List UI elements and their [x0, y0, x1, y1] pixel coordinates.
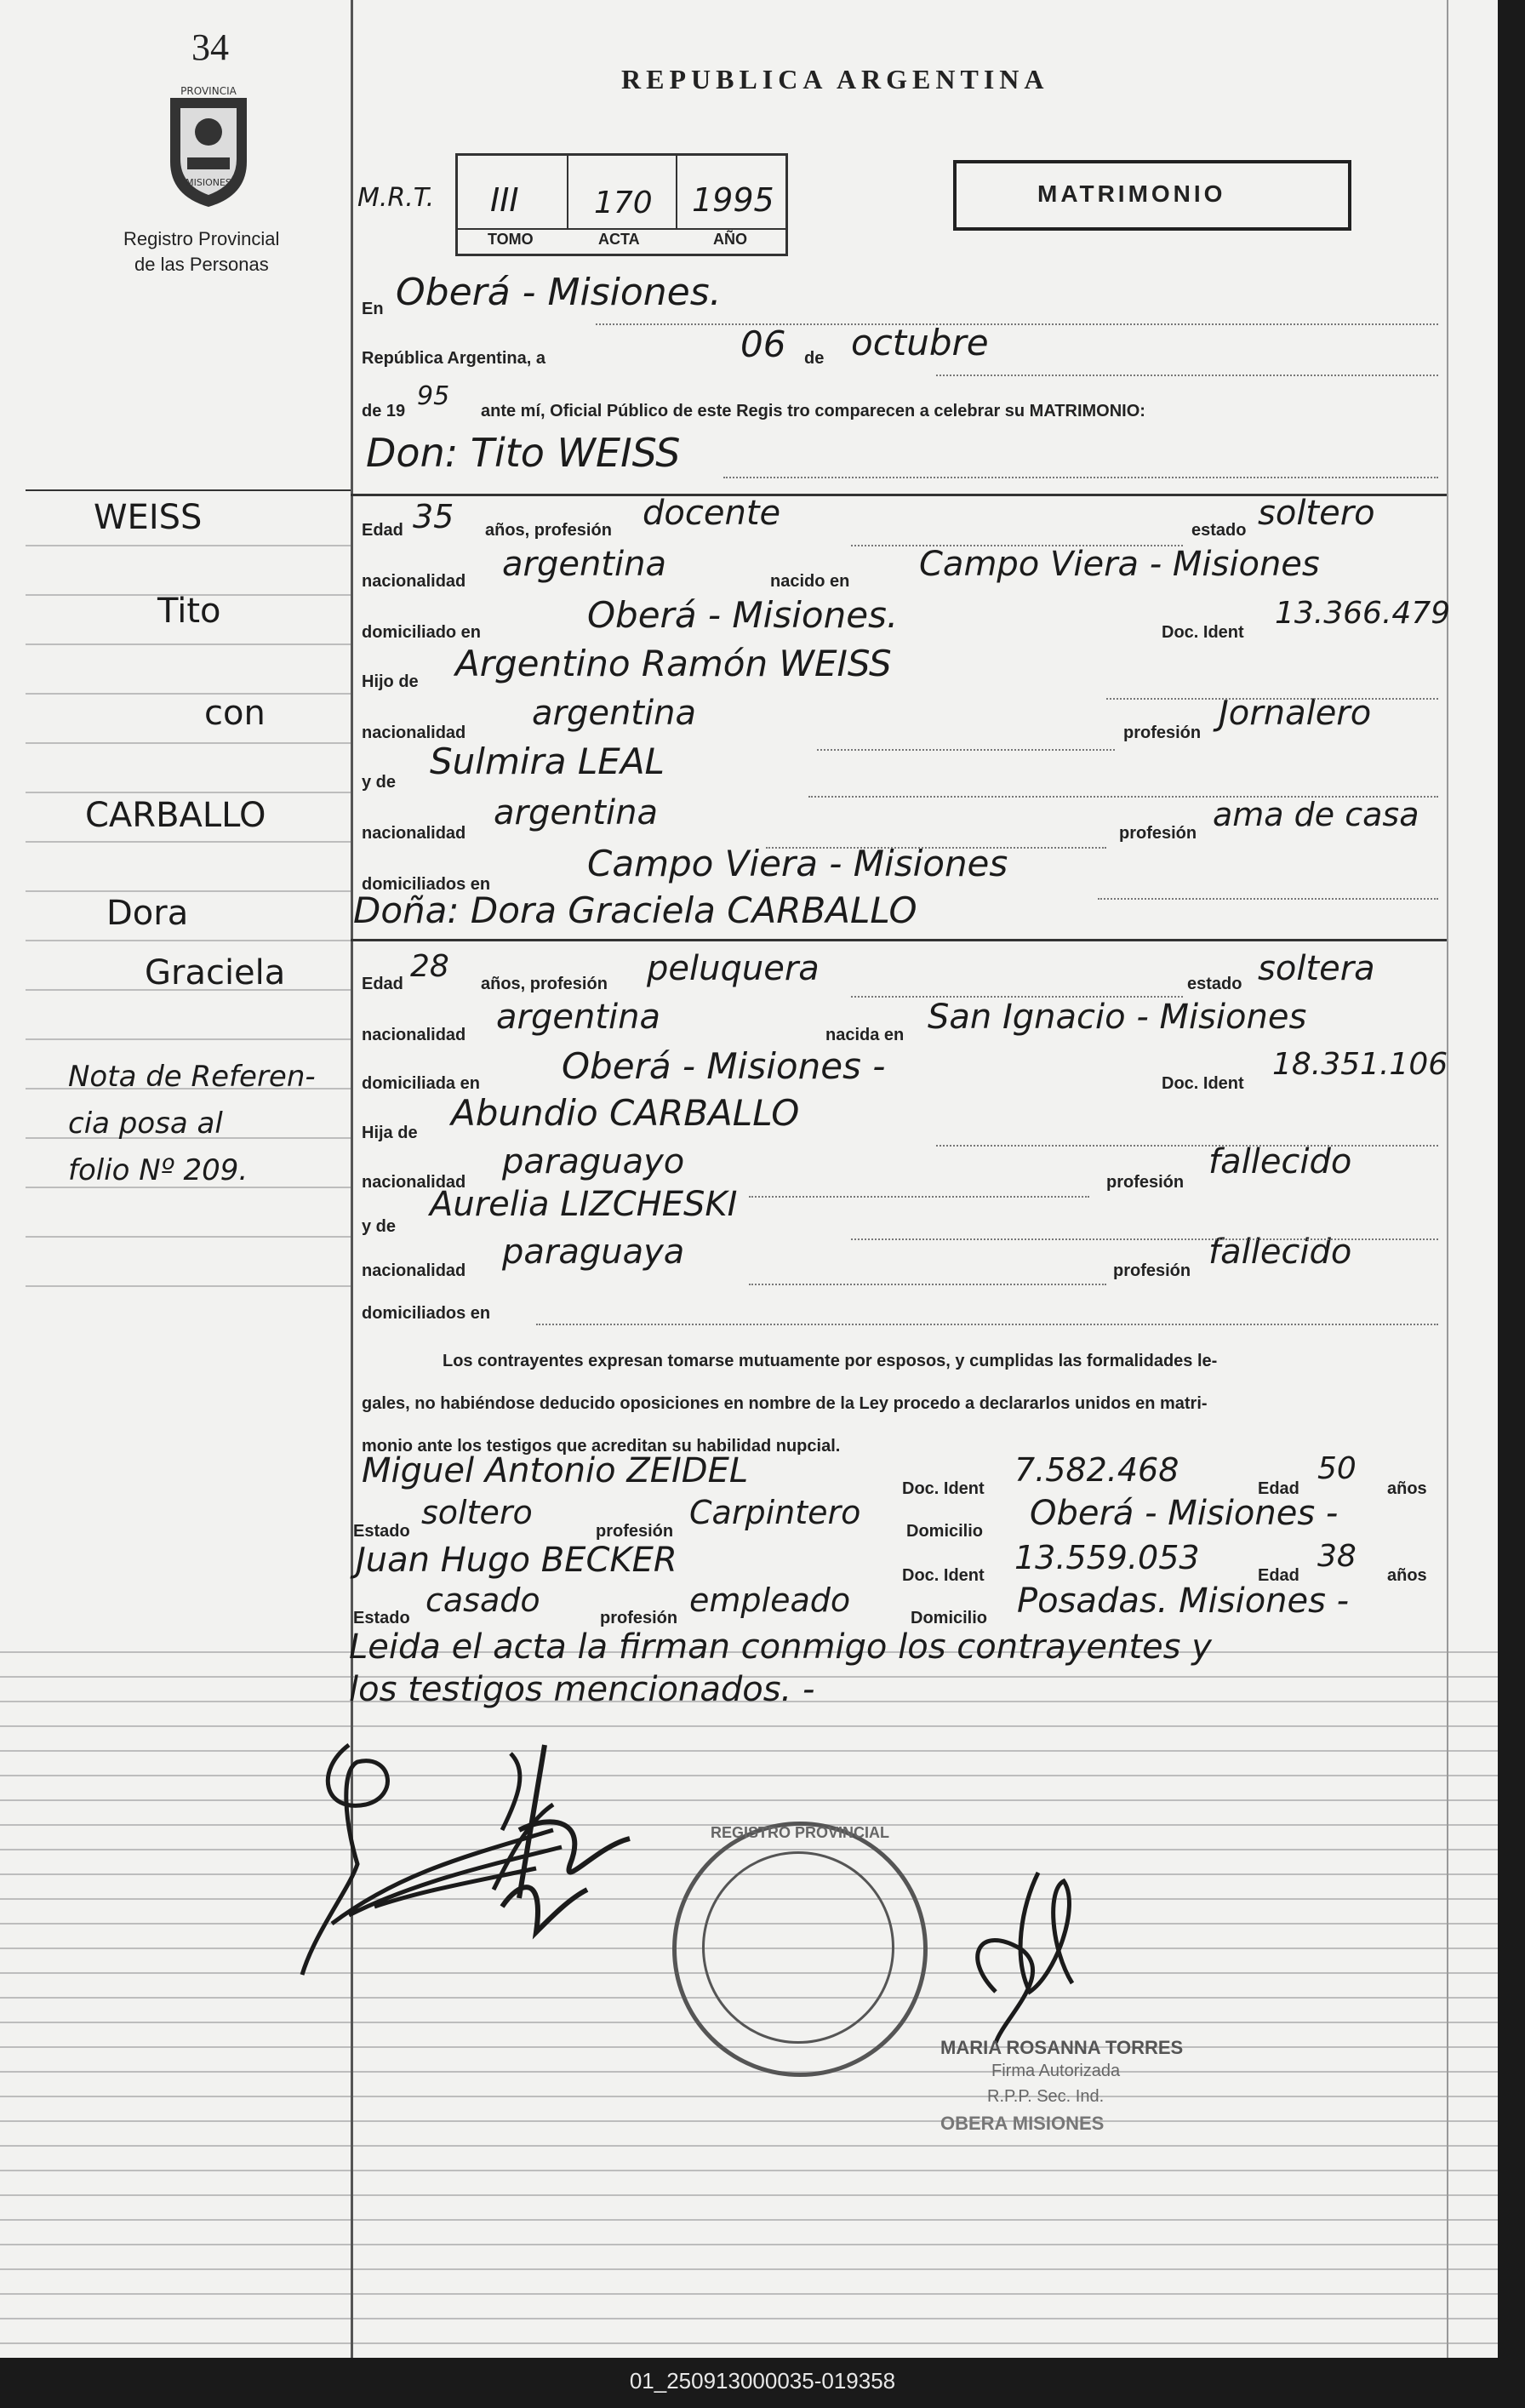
- label-estado-bride: estado: [1187, 975, 1242, 993]
- groom-domicile: Oberá - Misiones.: [587, 594, 899, 636]
- scan-identifier: 01_250913000035-019358: [629, 2368, 896, 2394]
- mrt-acta-label: ACTA: [598, 231, 640, 248]
- bride-doc: 18.351.106: [1272, 1047, 1448, 1082]
- dotted-line: [1098, 898, 1438, 900]
- mrt-tomo-label: TOMO: [488, 231, 534, 248]
- margin-name-groom: Tito: [157, 592, 221, 631]
- official-stamp-name: MARIA ROSANNA TORRES: [940, 2037, 1184, 2058]
- ruled-line: [0, 1750, 1498, 1752]
- witness-1-estado: soltero: [421, 1494, 533, 1531]
- witness-2-name: Juan Hugo BECKER: [356, 1541, 677, 1580]
- wedding-year: 95: [417, 381, 450, 411]
- bride-father-profession: fallecido: [1208, 1142, 1352, 1181]
- bride-nationality: argentina: [496, 998, 660, 1037]
- ruled-line: [0, 1799, 1498, 1801]
- bride-profession: peluquera: [647, 949, 820, 988]
- doc-type-box: [953, 160, 1351, 231]
- ruled-line: [26, 841, 351, 843]
- witness-1-domicile: Oberá - Misiones -: [1030, 1494, 1339, 1533]
- groom-age: 35: [413, 498, 454, 535]
- label-nacido-en: nacido en: [770, 572, 850, 591]
- label-domiciliada-bride: domiciliada en: [362, 1074, 480, 1093]
- label-prof-groom-father: profesión: [1123, 724, 1202, 742]
- country-title: REPUBLICA ARGENTINA: [621, 64, 1049, 94]
- label-anos-prof-bride: años, profesión: [481, 975, 608, 993]
- label-estado-groom: estado: [1191, 521, 1247, 540]
- margin-name-bride: Dora: [106, 894, 189, 933]
- groom-profession: docente: [643, 494, 781, 533]
- paragraph-line-1: Los contrayentes expresan tomarse mutuamente por esposos, y cumplidas las formalidades le-: [443, 1352, 1218, 1370]
- mrt-acta: 170: [594, 186, 653, 220]
- bride-mother: Aurelia LIZCHESKI: [430, 1185, 738, 1224]
- label-prof-bride-mother: profesión: [1113, 1261, 1191, 1280]
- section-divider-bride: [351, 939, 1447, 941]
- ruled-line: [0, 2194, 1498, 2196]
- closing-line-1: Leida el acta la firman conmigo los contrayentes y: [349, 1627, 1212, 1667]
- label-y-de-groom: y de: [362, 773, 397, 792]
- label-de: de: [804, 349, 825, 368]
- witness-1-age: 50: [1317, 1451, 1357, 1486]
- ruled-line: [0, 2096, 1498, 2097]
- label-anos-prof-groom: años, profesión: [485, 521, 612, 540]
- ruled-line: [0, 2342, 1498, 2344]
- label-edad-witness-1: Edad: [1258, 1479, 1299, 1498]
- dotted-line: [851, 996, 1183, 998]
- official-stamp-title: Firma Autorizada: [991, 2062, 1121, 2080]
- svg-text:MISIONES: MISIONES: [186, 177, 231, 188]
- wedding-day: 06: [740, 323, 786, 365]
- label-anos-witness-2: años: [1387, 1566, 1427, 1585]
- label-doc-bride: Doc. Ident: [1162, 1074, 1244, 1093]
- seal-ring-text: REGISTRO PROVINCIAL: [711, 1824, 890, 1841]
- margin-surname-bride: CARBALLO: [85, 796, 266, 835]
- margin-con: con: [204, 694, 266, 733]
- bride-father-nationality: paraguayo: [502, 1142, 685, 1181]
- mrt-ano-label: AÑO: [713, 231, 747, 248]
- ruled-line: [26, 643, 351, 645]
- mrt-box: [455, 153, 788, 256]
- svg-text:PROVINCIA: PROVINCIA: [180, 85, 237, 97]
- label-domiciliado-groom: domiciliado en: [362, 623, 482, 642]
- label-doc-witness-1: Doc. Ident: [902, 1479, 985, 1498]
- ruled-line: [26, 545, 351, 546]
- mrt-ano: 1995: [692, 181, 774, 219]
- ruled-line: [0, 2219, 1498, 2221]
- margin-line-left: [351, 0, 353, 2358]
- bride-mother-profession: fallecido: [1208, 1233, 1352, 1272]
- label-edad-bride: Edad: [362, 975, 403, 993]
- ruled-line: [0, 2318, 1498, 2319]
- label-estado-witness-1: Estado: [353, 1522, 410, 1541]
- bride-title: Doña: Dora Graciela CARBALLO: [353, 889, 917, 931]
- groom-father: Argentino Ramón WEISS: [455, 643, 892, 684]
- dotted-line: [1106, 698, 1438, 700]
- margin-middle-bride: Graciela: [145, 953, 286, 992]
- witness-1-doc: 7.582.468: [1014, 1451, 1179, 1489]
- ruled-line: [26, 742, 351, 744]
- registry-name-line-1: Registro Provincial: [123, 228, 280, 249]
- label-en: En: [362, 300, 384, 318]
- dotted-line: [936, 1145, 1438, 1147]
- dotted-line: [749, 1284, 1106, 1285]
- dotted-line: [808, 796, 1438, 798]
- label-hijo-de: Hijo de: [362, 672, 419, 691]
- label-prof-witness-2: profesión: [600, 1609, 678, 1627]
- groom-nationality: argentina: [502, 545, 666, 584]
- dotted-line: [851, 545, 1183, 546]
- bride-age: 28: [410, 949, 449, 984]
- groom-mother-nationality: argentina: [494, 793, 658, 832]
- mrt-label: M.R.T.: [357, 183, 435, 213]
- wedding-month: octubre: [851, 322, 989, 363]
- ruled-line: [0, 2120, 1498, 2122]
- ruled-line: [0, 2268, 1498, 2270]
- official-seal: [672, 1822, 928, 2077]
- witness-1-profession: Carpintero: [689, 1494, 861, 1531]
- label-nac-bride-father: nacionalidad: [362, 1173, 466, 1192]
- margin-surname-groom: WEISS: [94, 498, 203, 537]
- bride-estado: soltera: [1258, 949, 1375, 988]
- label-nac-groom-mother: nacionalidad: [362, 824, 466, 843]
- label-prof-witness-1: profesión: [596, 1522, 674, 1541]
- groom-doc: 13.366.479: [1275, 596, 1451, 631]
- ruled-line: [0, 1725, 1498, 1727]
- label-edad-witness-2: Edad: [1258, 1566, 1299, 1585]
- witness-2-domicile: Posadas. Misiones -: [1017, 1582, 1350, 1621]
- label-domicilio-witness-1: Domicilio: [906, 1522, 984, 1541]
- contracting-party-signature-2: [468, 1728, 664, 1953]
- margin-note-3: folio Nº 209.: [68, 1153, 248, 1187]
- label-y-de-bride: y de: [362, 1217, 397, 1236]
- dotted-line: [596, 323, 1438, 325]
- bride-birthplace: San Ignacio - Misiones: [928, 998, 1307, 1037]
- witness-2-profession: empleado: [689, 1582, 851, 1619]
- witness-1-name: Miguel Antonio ZEIDEL: [362, 1451, 749, 1490]
- bride-mother-nationality: paraguaya: [502, 1233, 685, 1272]
- mrt-tomo: III: [490, 181, 519, 219]
- ruled-line: [26, 1236, 351, 1238]
- label-nac-bride: nacionalidad: [362, 1026, 466, 1044]
- label-nacida-en: nacida en: [825, 1026, 905, 1044]
- label-edad-groom: Edad: [362, 521, 403, 540]
- label-doc-witness-2: Doc. Ident: [902, 1566, 985, 1585]
- label-nac-bride-mother: nacionalidad: [362, 1261, 466, 1280]
- dotted-line: [749, 1196, 1089, 1198]
- label-hija-de: Hija de: [362, 1124, 418, 1142]
- officer-signature: [945, 1856, 1132, 2056]
- page-number: 34: [191, 26, 229, 68]
- ruled-line: [26, 940, 351, 941]
- ruled-line: [0, 2170, 1498, 2171]
- groom-father-nationality: argentina: [532, 694, 696, 733]
- ruled-line: [26, 792, 351, 793]
- official-stamp-office: R.P.P. Sec. Ind.: [987, 2087, 1105, 2106]
- bride-father: Abundio CARBALLO: [451, 1092, 800, 1134]
- witness-2-age: 38: [1317, 1539, 1357, 1574]
- intro-statement: ante mí, Oficial Público de este Regis tro comparecen a celebrar su MATRIMONIO:: [481, 402, 1145, 420]
- witness-2-estado: casado: [426, 1582, 540, 1619]
- ruled-line: [0, 2145, 1498, 2147]
- witness-2-doc: 13.559.053: [1014, 1539, 1200, 1576]
- paragraph-line-3: monio ante los testigos que acreditan su habilidad nupcial.: [362, 1437, 841, 1456]
- label-republica: República Argentina, a: [362, 349, 545, 368]
- label-nac-groom: nacionalidad: [362, 572, 466, 591]
- dotted-line: [851, 1238, 1438, 1240]
- label-prof-bride-father: profesión: [1106, 1173, 1185, 1192]
- margin-note-2: cia posa al: [68, 1107, 223, 1141]
- ruled-line: [26, 1038, 351, 1040]
- ruled-line: [26, 1285, 351, 1287]
- ruled-line: [0, 2244, 1498, 2245]
- groom-title: Don: Tito WEISS: [366, 430, 681, 476]
- closing-line-2: los testigos mencionados. -: [349, 1670, 815, 1709]
- groom-mother-profession: ama de casa: [1213, 796, 1419, 833]
- ruled-line: [0, 2293, 1498, 2295]
- paragraph-line-2: gales, no habiéndose deducido oposiciones en nombre de la Ley procedo a declararlos unidos en matri-: [362, 1394, 1208, 1413]
- label-doc-groom: Doc. Ident: [1162, 623, 1244, 642]
- registry-name-line-2: de las Personas: [134, 254, 269, 275]
- label-year-prefix: de 19: [362, 402, 406, 420]
- ruled-line: [26, 693, 351, 695]
- ruled-line: [0, 1775, 1498, 1776]
- groom-father-profession: Jornalero: [1219, 694, 1372, 733]
- ruled-line: [26, 890, 351, 892]
- groom-mother: Sulmira LEAL: [430, 741, 665, 782]
- dotted-line: [723, 477, 1438, 478]
- dotted-line: [536, 1324, 1438, 1325]
- margin-divider: [26, 489, 351, 491]
- official-stamp-city: OBERA MISIONES: [940, 2113, 1105, 2134]
- margin-line-right: [1447, 0, 1448, 2358]
- label-nac-groom-father: nacionalidad: [362, 724, 466, 742]
- dotted-line: [766, 847, 1106, 849]
- bride-domicile: Oberá - Misiones -: [562, 1045, 886, 1087]
- label-estado-witness-2: Estado: [353, 1609, 410, 1627]
- wedding-place: Oberá - Misiones.: [396, 271, 722, 314]
- groom-estado: soltero: [1258, 494, 1375, 533]
- label-domicilio-witness-2: Domicilio: [911, 1609, 988, 1627]
- groom-birthplace: Campo Viera - Misiones: [919, 545, 1320, 584]
- province-crest: [162, 81, 255, 209]
- label-domiciliados-groom: domiciliados en: [362, 875, 491, 894]
- groom-parents-domicile: Campo Viera - Misiones: [587, 843, 1008, 884]
- label-domiciliados-bride: domiciliados en: [362, 1304, 491, 1323]
- doc-type: MATRIMONIO: [1037, 180, 1226, 207]
- label-anos-witness-1: años: [1387, 1479, 1427, 1498]
- margin-note-1: Nota de Referen-: [68, 1060, 316, 1094]
- ruled-line: [0, 2071, 1498, 2073]
- dotted-line: [936, 375, 1438, 376]
- label-prof-groom-mother: profesión: [1119, 824, 1197, 843]
- dotted-line: [817, 749, 1115, 751]
